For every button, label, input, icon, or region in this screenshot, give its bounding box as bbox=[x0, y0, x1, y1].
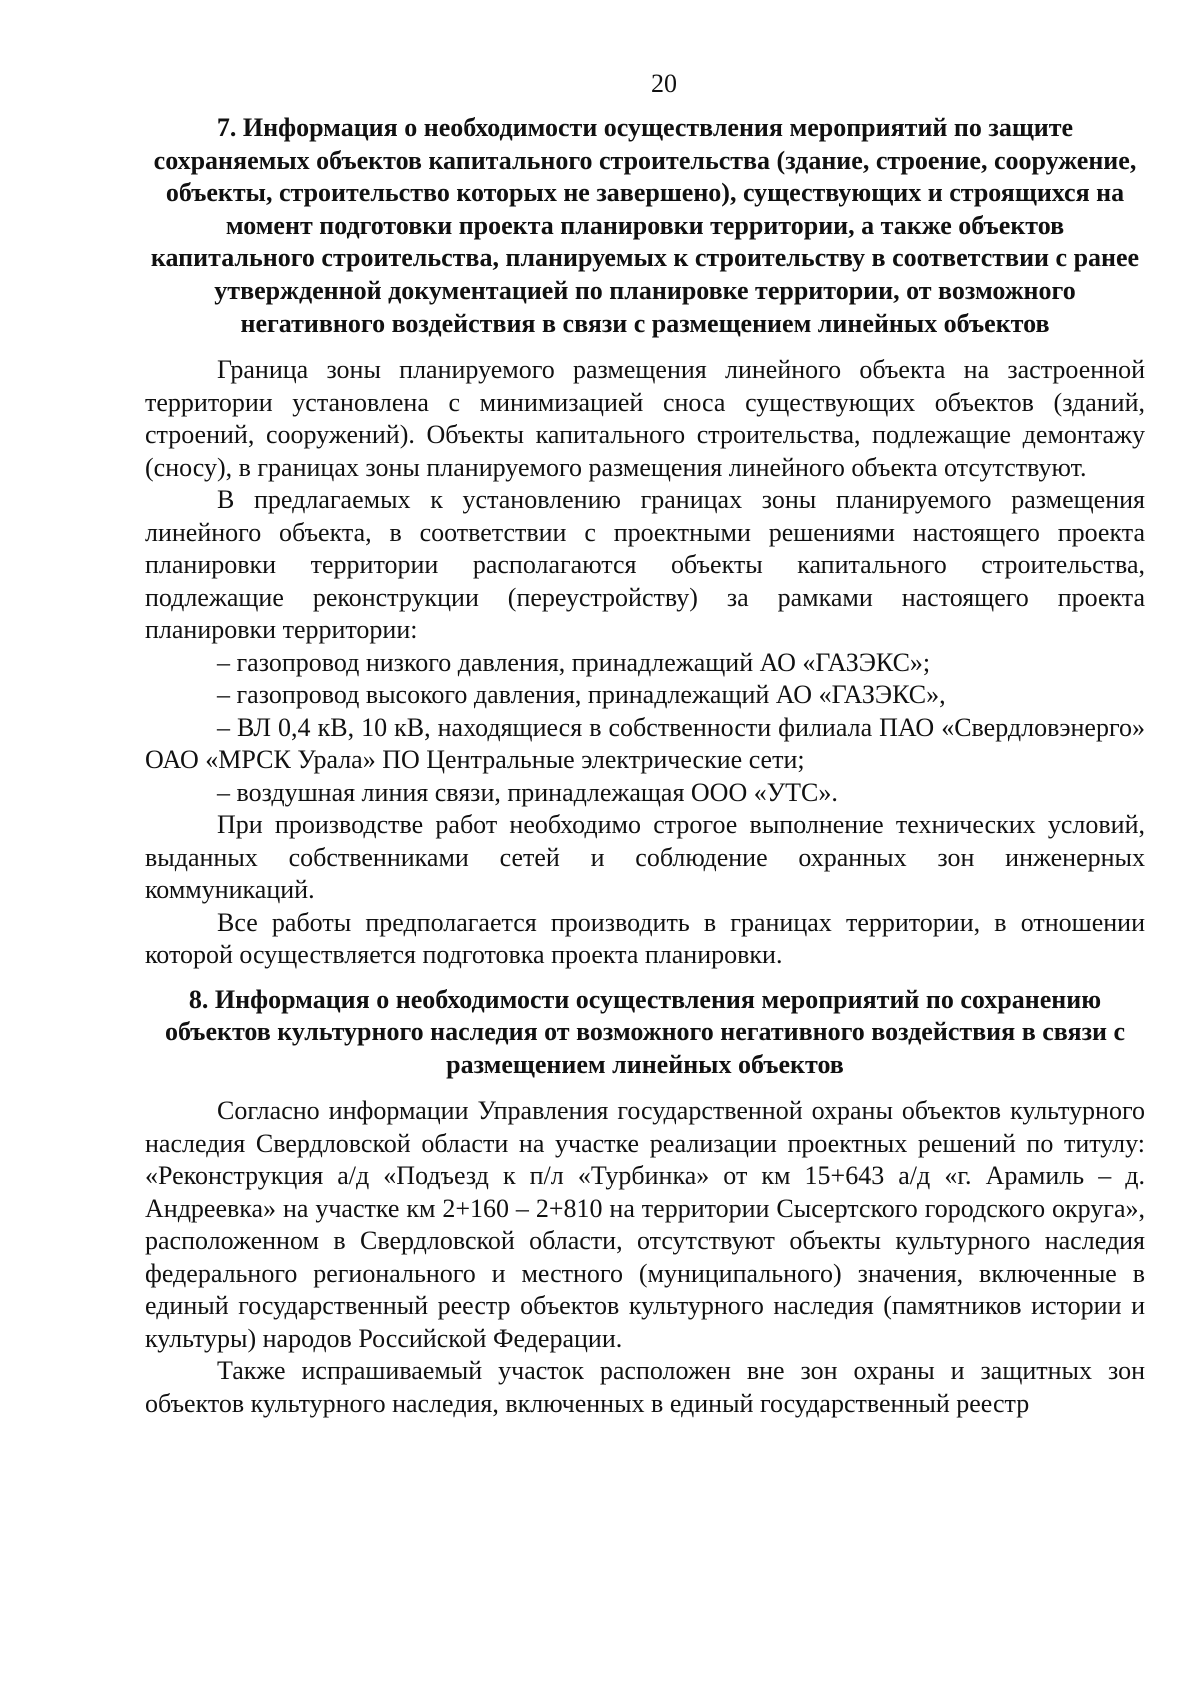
section-7-paragraph: В предлагаемых к установлению границах зоны планируемого размещения линейного объекта, в соответствии с проектными решениями настоящего проекта планировки территории располагаются объекты капитального строительства, подлежащие реконструкции (переустройству) за рамками настоящего проекта планировки территории: bbox=[145, 485, 1145, 645]
list-item: – воздушная линия связи, принадлежащая ООО «УТС». bbox=[217, 777, 838, 807]
list-item: – газопровод высокого давления, принадлежащий АО «ГАЗЭКС», bbox=[217, 680, 946, 710]
page-number: 20 bbox=[651, 69, 677, 98]
list-item: – ВЛ 0,4 кВ, 10 кВ, находящиеся в собственности филиала ПАО «Свердловэнерго» ОАО «МРСК Урала» ПО Центральные электрические сети; bbox=[145, 712, 1145, 775]
section-8 bbox=[145, 984, 1145, 1421]
objects-list bbox=[145, 647, 1145, 810]
section-8-heading: 8. Информация о необходимости осуществления мероприятий по сохранению объектов культурного наследия от возможного негативного воздействия в связи с размещением линейных объектов bbox=[164, 984, 1126, 1079]
section-7-paragraph: Все работы предполагается производить в границах территории, в отношении которой осуществляется подготовка проекта планировки. bbox=[145, 907, 1145, 970]
document-page bbox=[145, 68, 1145, 1420]
section-8-paragraph: Также испрашиваемый участок расположен вне зон охраны и защитных зон объектов культурного наследия, включенных в единый государственный реестр bbox=[145, 1356, 1145, 1418]
section-7 bbox=[145, 112, 1145, 972]
section-8-paragraph: Согласно информации Управления государственной охраны объектов культурного наследия Свердловской области на участке реализации проектных решений по титулу: «Реконструкция а/д «Подъезд к п/л «Турбинка» от км 15+643 а/д «г. Арамиль – д. Андреевка» на участке км 2+160 – 2+810 на территории Сысертского городского округа», расположенном в Свердловской области, отсутствуют объекты культурного наследия федерального регионального и местного (муниципального) значения, включенные в единый государственный реестр объектов культурного наследия (памятников истории и культуры) народов Российской Федерации. bbox=[145, 1096, 1145, 1353]
section-7-paragraph: При производстве работ необходимо строгое выполнение технических условий, выданных собственниками сетей и соблюдение охранных зон инженерных коммуникаций. bbox=[145, 810, 1145, 905]
list-item: – газопровод низкого давления, принадлежащий АО «ГАЗЭКС»; bbox=[217, 647, 931, 677]
section-7-paragraph: Граница зоны планируемого размещения линейного объекта на застроенной территории установлена с минимизацией сноса существующих объектов (зданий, строений, сооружений). Объекты капитального строительства, подлежащие демонтажу (сносу), в границах зоны планируемого размещения линейного объекта отсутствуют. bbox=[145, 355, 1145, 482]
section-7-heading: 7. Информация о необходимости осуществления мероприятий по защите сохраняемых объектов капитального строительства (здание, строение, сооружение, объекты, строительство которых не завершено), существующих и строящихся на момент подготовки проекта планировки территории, а также объектов капитального строительства, планируемых к строительству в соответствии с ранее утвержденной документацией по планировке территории, от возможного негативного воздействия в связи с размещением линейных объектов bbox=[150, 113, 1140, 338]
